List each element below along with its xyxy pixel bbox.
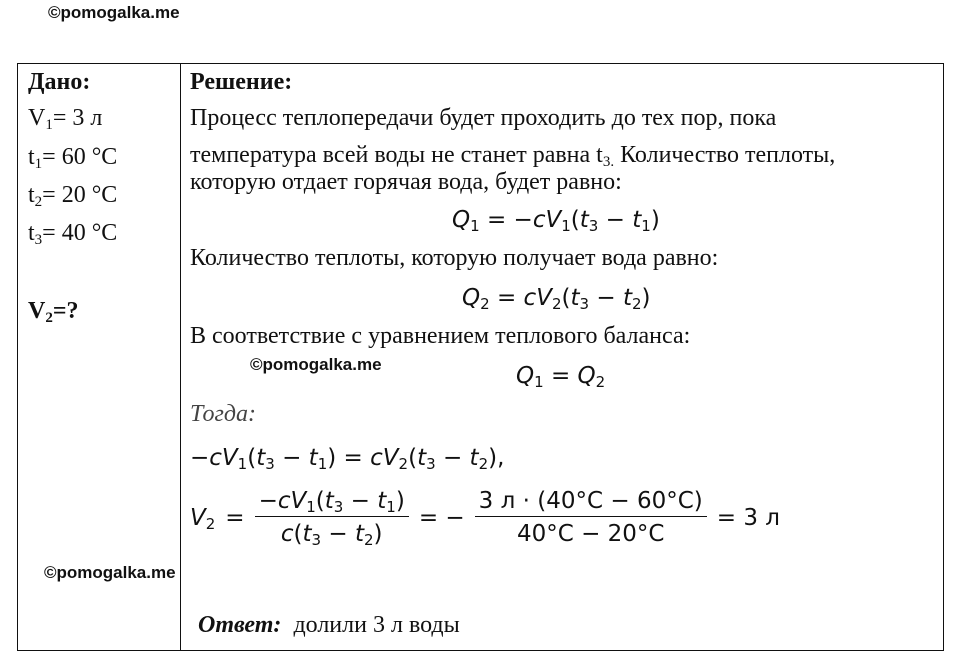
solution-title: Решение: [190,69,293,95]
given-t2: $t_2= 20$ °C [28,182,118,210]
answer-text: долили 3 л воды [293,612,460,638]
fraction-numeric-numerator: 3 л · (40°C − 60°C) [475,488,707,517]
formula-balance: $Q_1 = Q_2$ [516,363,606,391]
given-find: $V_2=$? [28,298,79,326]
formula-q2: $Q_2 = cV_2(t_3 - t_2)$ [462,285,651,313]
solution-p1-line1: Процесс теплопередачи будет проходить до тех пор, пока [190,105,777,131]
watermark-bottom: ©pomogalka.me [44,563,176,582]
fraction-numeric [475,488,707,547]
watermark-middle: ©pomogalka.me [250,355,382,374]
formula-result: = 3 л [716,504,780,531]
given-t3: $t_3= 40$ °C [28,220,118,248]
formula-v2: $V_2$ = $\frac{-cV_1(t_3 - t_1)}{c(t_3 - t_2)}$ = − $\frac{3 л \cdot (40^\circ C - 60^\circ C)}{40^\circ C - 20^\circ C}$ = 3 л [190,488,780,549]
fraction-numeric-denominator: 40°C − 20°C [516,521,665,547]
solution-p3: В соответствие с уравнением теплового баланса: [190,323,691,349]
answer-label: Ответ: [198,612,282,638]
solution-then: Тогда: [190,401,256,427]
formula-q1: $Q_1 = -cV_1(t_3 - t_1)$ [452,207,660,235]
solution-p2: Количество теплоты, которую получает вода равно: [190,245,719,271]
given-title: Дано: [28,69,91,95]
answer-line [198,611,460,639]
given-v1: $V_1= 3$ л [28,105,103,133]
column-divider [180,63,181,651]
solution-p1-line2: температура всей воды не станет равна $t_{3.}$ Количество теплоты, [190,142,836,170]
watermark-top: ©pomogalka.me [48,3,180,22]
solution-p1-line3: которую отдает горячая вода, будет равно: [190,169,622,195]
given-t1: $t_1= 60$ °C [28,144,118,172]
fraction-symbolic: $\frac{-cV_1(t_3 - t_1)}{c(t_3 - t_2)}$ [255,488,409,547]
formula-equation: $-cV_1(t_3 - t_1) = cV_2(t_3 - t_2)$, [190,445,505,473]
